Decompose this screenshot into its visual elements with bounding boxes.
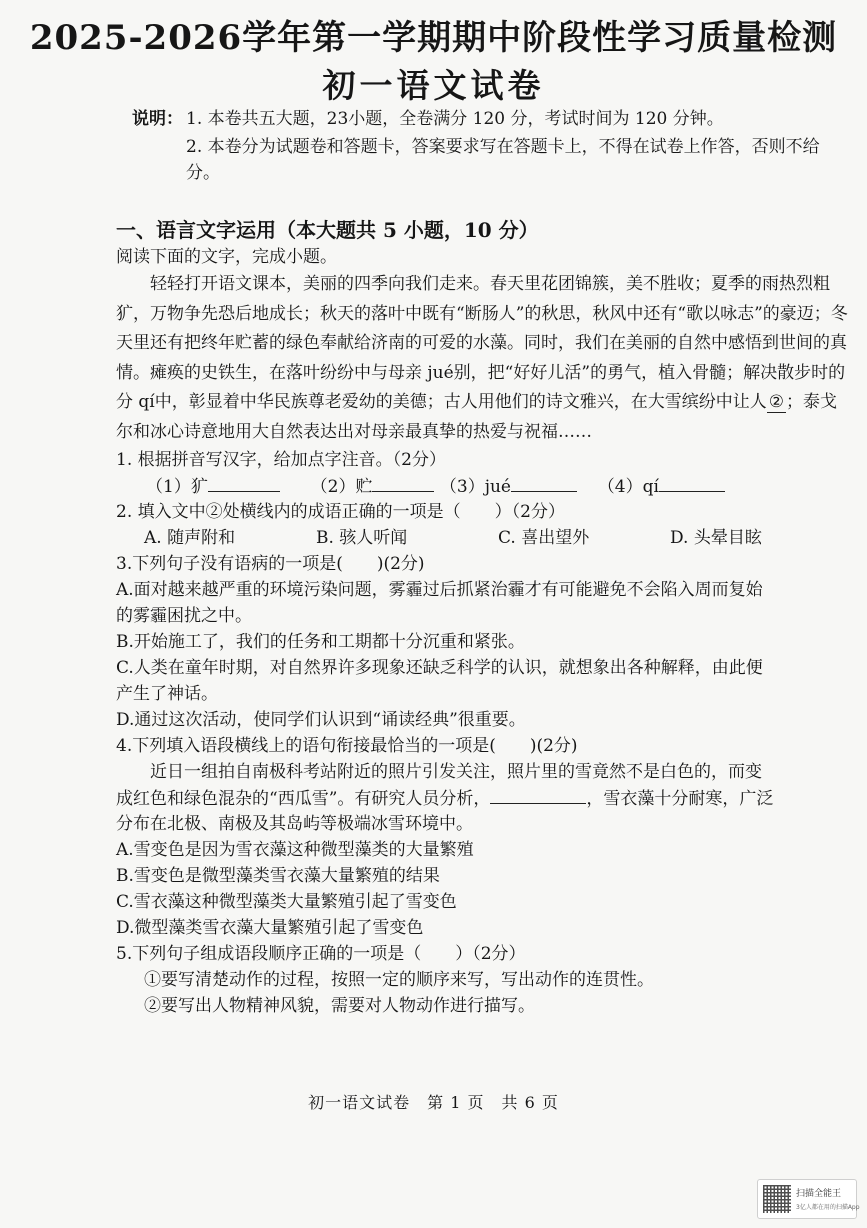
watermark-brand: 扫描全能王 [796, 1189, 842, 1199]
q3-option-a-line1: A.面对越来越严重的环境污染问题，雾霾过后抓紧治霾才有可能避免不会陷入周而复始 [116, 580, 763, 600]
answer-blank [208, 473, 280, 492]
q5-sentence-2: ②要写出人物精神风貌，需要对人物动作进行描写。 [144, 996, 535, 1016]
q1-item-1: （1）犷 [146, 477, 208, 497]
q1-item-3: （3）jué [439, 477, 511, 497]
watermark-sub: 3亿人都在用的扫描App [796, 1204, 860, 1211]
instruction-item-1: 1. 本卷共五大题，23小题，全卷满分 120 分，考试时间为 120 分钟。 [186, 109, 724, 129]
q4-option-c: C.雪衣藻这种微型藻类大量繁殖引起了雪变色 [116, 892, 457, 912]
section-heading: 一、语言文字运用（本大题共 5 小题，10 分） [116, 218, 539, 242]
q2-option-b: B. 骇人听闻 [316, 528, 408, 548]
instruction-item-2: 2. 本卷分为试题卷和答题卡，答案要求写在答题卡上，不得在试卷上作答，否则不给分。 [186, 137, 820, 183]
passage-text-end: ；泰戈尔和冰心诗意地用大自然表达出对母亲最真挚的热爱与祝福…… [116, 392, 837, 442]
question-1-items [116, 473, 851, 499]
q4-passage-line1: 近日一组拍自南极科考站附近的照片引发关注，照片里的雪竟然不是白色的，而变 [150, 762, 762, 782]
q4-option-a: A.雪变色是因为雪衣藻这种微型藻类的大量繁殖 [116, 840, 474, 860]
q3-option-b: B.开始施工了，我们的任务和工期都十分沉重和紧张。 [116, 632, 525, 652]
question-2-options [116, 525, 851, 551]
q2-option-a: A. 随声附和 [144, 528, 236, 548]
q4-option-d: D.微型藻类雪衣藻大量繁殖引起了雪变色 [116, 918, 424, 938]
q4-passage-line2 [116, 785, 851, 811]
reading-passage [116, 270, 851, 447]
scanner-watermark [757, 1179, 860, 1219]
question-3-stem: 3.下列句子没有语病的一项是( )(2分) [116, 554, 425, 574]
q4-passage-line3: 分布在北极、南极及其岛屿等极端冰雪环境中。 [116, 814, 473, 834]
answer-blank [511, 473, 577, 492]
q2-option-c: C. 喜出望外 [498, 528, 590, 548]
question-2-stem: 2. 填入文中②处横线内的成语正确的一项是（ ）（2分） [116, 502, 565, 522]
passage-blank-2: ② [768, 392, 784, 412]
qr-code-icon [763, 1185, 791, 1213]
q5-sentence-1: ①要写清楚动作的过程，按照一定的顺序来写，写出动作的连贯性。 [144, 970, 654, 990]
passage-text: 轻轻打开语文课本，美丽的四季向我们走来。春天里花团锦簇，美不胜收；夏季的雨热烈粗犷，万物争先恐后地成长；秋天的落叶中既有“断肠人”的秋思，秋风中还有“歌以咏志”的豪迈；冬天里还有把终年贮蓄的绿色奉献给济南的可爱的水藻。同时，我们在美丽的自然中感悟到世间的真情。瘫痪的史铁生，在落叶纷纷中与母亲 jué别，把“好好儿活”的勇气，植入骨髓；解决散步时的分 qí中，彰显着中华民族尊老爱幼的美德；古人用他们的诗文雅兴，在大雪缤纷中让人 [116, 274, 848, 412]
q4-passage-part-a: 成红色和绿色混杂的“西瓜雪”。有研究人员分析， [116, 789, 491, 809]
instructions-label: 说明： [132, 109, 183, 129]
q3-option-a-line2: 的雾霾困扰之中。 [116, 606, 252, 626]
q4-passage-part-b: ，雪衣藻十分耐寒，广泛 [586, 789, 774, 809]
exam-title: 2025-2026学年第一学期期中阶段性学习质量检测 [29, 18, 838, 58]
answer-blank [372, 473, 434, 492]
q1-item-2: （2）贮 [310, 477, 373, 497]
question-4-stem: 4.下列填入语段横线上的语句衔接最恰当的一项是( )(2分) [116, 736, 578, 756]
q2-option-d: D. 头晕目眩 [670, 528, 762, 548]
answer-blank [659, 473, 725, 492]
section-body [116, 244, 851, 1019]
question-5-stem: 5.下列句子组成语段顺序正确的一项是（ ）（2分） [116, 944, 526, 964]
q3-option-c-line2: 产生了神话。 [116, 684, 218, 704]
question-1-stem: 1. 根据拼音写汉字，给加点字注音。（2分） [116, 450, 446, 470]
answer-blank [490, 785, 586, 804]
exam-subtitle: 初一语文试卷 [322, 66, 545, 105]
page-footer: 初一语文试卷 第 1 页 共 6 页 [308, 1093, 559, 1112]
q3-option-c-line1: C.人类在童年时期，对自然界许多现象还缺乏科学的认识，就想象出各种解释，由此便 [116, 658, 763, 678]
q4-option-b: B.雪变色是微型藻类雪衣藻大量繁殖的结果 [116, 866, 440, 886]
reading-instruction: 阅读下面的文字，完成小题。 [116, 247, 337, 267]
q1-item-4: （4）qí [597, 477, 659, 497]
q3-option-d: D.通过这次活动，使同学们认识到“诵读经典”很重要。 [116, 710, 526, 730]
